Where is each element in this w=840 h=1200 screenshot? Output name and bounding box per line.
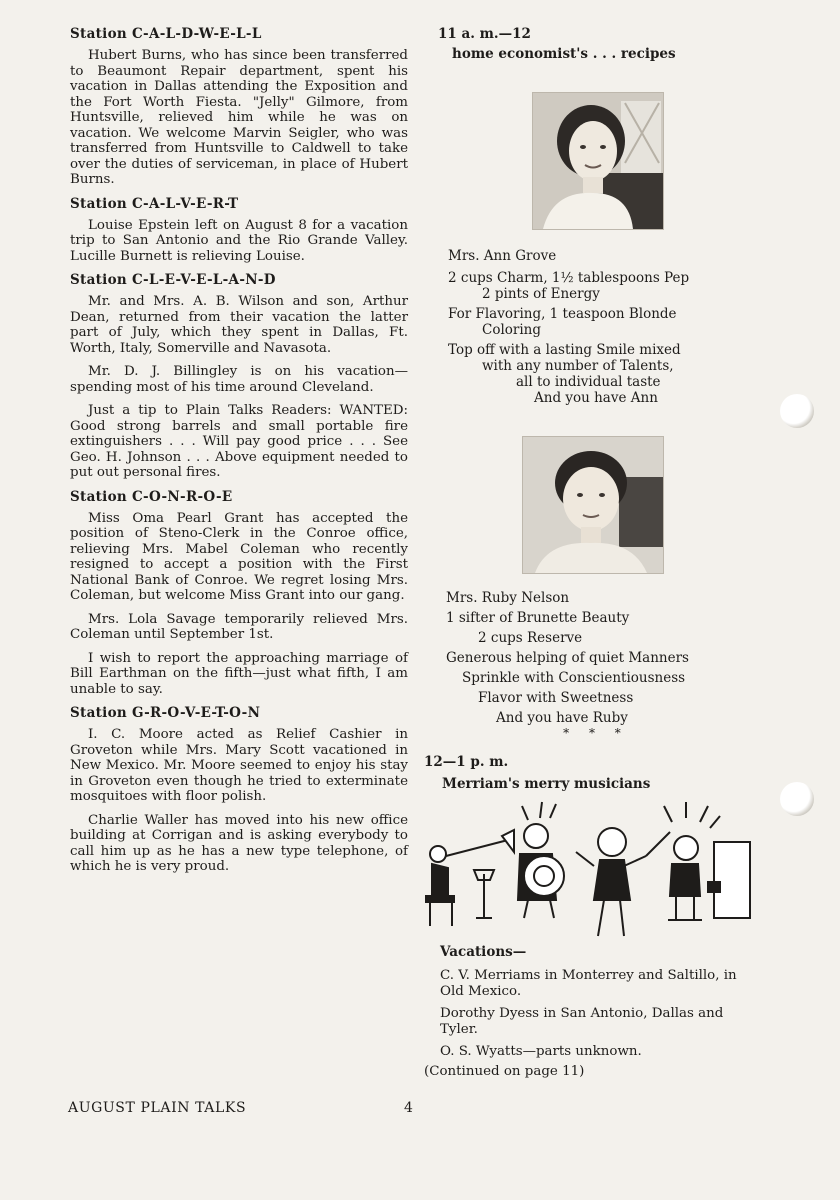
section-heading: Station C-A-L-D-W-E-L-L — [70, 26, 262, 42]
recipe-line: 1 sifter of Brunette Beauty — [446, 610, 630, 626]
recipe-line: 2 pints of Energy — [482, 286, 600, 302]
recipe-ruby — [446, 590, 776, 740]
recipe-line: with any number of Talents, — [482, 358, 674, 374]
recipe-line: Top off with a lasting Smile mixed — [448, 342, 681, 358]
recipe-line: Sprinkle with Conscientiousness — [462, 670, 686, 686]
vacation-item: C. V. Merriams in Monterrey and Saltillo, in Old Mexico. — [440, 968, 737, 999]
left-column — [70, 26, 408, 883]
paragraph: Charlie Waller has moved into his new office building at Corrigan and is asking everybody to call him up as he has a new type telephone, of which he is very proud. — [70, 812, 408, 874]
music-segment — [424, 754, 754, 792]
vacations-section — [424, 944, 756, 1088]
paragraph: Louise Epstein left on August 8 for a vacation trip to San Antonio and the Rio Grande Valley. Lucille Burnett is relieving Louise. — [70, 217, 408, 264]
recipe-line: Flavor with Sweetness — [478, 690, 634, 706]
musicians-cartoon — [424, 796, 756, 946]
section-conroe — [70, 489, 408, 698]
section-cleveland — [70, 272, 408, 481]
portrait-illustration — [533, 93, 663, 229]
footer-publication-title: AUGUST PLAIN TALKS — [68, 1100, 247, 1116]
recipe-line: And you have Ann — [534, 390, 658, 406]
show-title-2: Merriam's merry musicians — [442, 776, 651, 792]
section-calvert — [70, 196, 408, 265]
recipe-name: Mrs. Ruby Nelson — [446, 590, 570, 606]
paragraph: Mr. D. J. Billingley is on his vacation—spending most of his time around Cleveland. — [70, 364, 408, 395]
section-groveton — [70, 705, 408, 875]
paragraph: Just a tip to Plain Talks Readers: WANTED: Good strong barrels and small portable fire extinguishers . . . Will pay good price . . . See Geo. H. Johnson . . . Above equipment needed to put out personal fires. — [70, 403, 408, 480]
recipe-line: Coloring — [482, 322, 542, 338]
paragraph: I. C. Moore acted as Relief Cashier in Groveton while Mrs. Mary Scott vacationed in New Mexico. Mr. Moore seemed to enjoy his stay in Groveton even though he tried to exterminate mosquitoes with floor polish. — [70, 727, 408, 804]
paragraph: Mr. and Mrs. A. B. Wilson and son, Arthur Dean, returned from their vacation the latter part of July, which they spent in Dallas, Ft. Worth, Italy, Somerville and Navasota. — [70, 294, 408, 356]
vacation-item: Dorothy Dyess in San Antonio, Dallas and Tyler. — [440, 1006, 724, 1037]
recipe-name: Mrs. Ann Grove — [448, 248, 557, 264]
portrait-photo-ruby-nelson — [522, 436, 664, 574]
section-heading: Station C-A-L-V-E-R-T — [70, 195, 239, 212]
separator-stars: * * * — [563, 726, 629, 740]
section-heading: Station G-R-O-V-E-T-O-N — [70, 705, 261, 721]
recipe-line: 2 cups Reserve — [478, 630, 583, 646]
section-heading: Station C-L-E-V-E-L-A-N-D — [70, 272, 276, 288]
binder-hole — [780, 394, 814, 428]
time-slot-1: 11 a. m.—12 — [438, 26, 531, 42]
paragraph: Miss Oma Pearl Grant has accepted the position of Steno-Clerk in the Conroe office, relieving Mrs. Mabel Coleman who recently resigned to accept a position with the First National Bank of Conroe. We regret losing Mrs. Coleman, but welcome Miss Grant into our gang. — [70, 510, 408, 603]
section-heading: Station C-O-N-R-O-E — [70, 488, 233, 505]
portrait-photo-ann-grove — [532, 92, 664, 230]
page-number: 4 — [404, 1100, 413, 1116]
vacation-item: O. S. Wyatts—parts unknown. — [440, 1044, 642, 1059]
recipe-line: 2 cups Charm, 1½ tablespoons Pep — [448, 270, 690, 286]
continued-note: (Continued on page 11) — [424, 1064, 585, 1079]
recipe-ann — [448, 248, 778, 406]
time-slot-2: 12—1 p. m. — [424, 754, 509, 770]
paragraph: I wish to report the approaching marriage of Bill Earthman on the fifth—just what fifth, I am unable to say. — [70, 650, 408, 697]
recipe-line: Generous helping of quiet Manners — [446, 650, 689, 666]
musicians-illustration — [424, 796, 756, 946]
section-caldwell — [70, 26, 408, 188]
binder-hole — [780, 782, 814, 816]
portrait-illustration — [523, 437, 663, 573]
recipe-line: all to individual taste — [516, 374, 661, 390]
paragraph: Mrs. Lola Savage temporarily relieved Mrs. Coleman until September 1st. — [70, 611, 408, 642]
vacations-heading: Vacations— — [440, 944, 527, 960]
recipe-line: For Flavoring, 1 teaspoon Blonde — [448, 306, 677, 322]
right-column — [438, 26, 768, 62]
recipe-line: And you have Ruby — [496, 710, 628, 726]
show-title-1: home economist's . . . recipes — [452, 46, 676, 62]
paragraph: Hubert Burns, who has since been transferred to Beaumont Repair department, spent his vacation in Dallas attending the Exposition and the Fort Worth Fiesta. "Jelly" Gilmore, from Huntsville, relieved him while he was on vacation. We welcome Marvin Seigler, who was transferred from Huntsville to Caldwell to take over the duties of serviceman, in place of Hubert Burns. — [70, 48, 408, 187]
